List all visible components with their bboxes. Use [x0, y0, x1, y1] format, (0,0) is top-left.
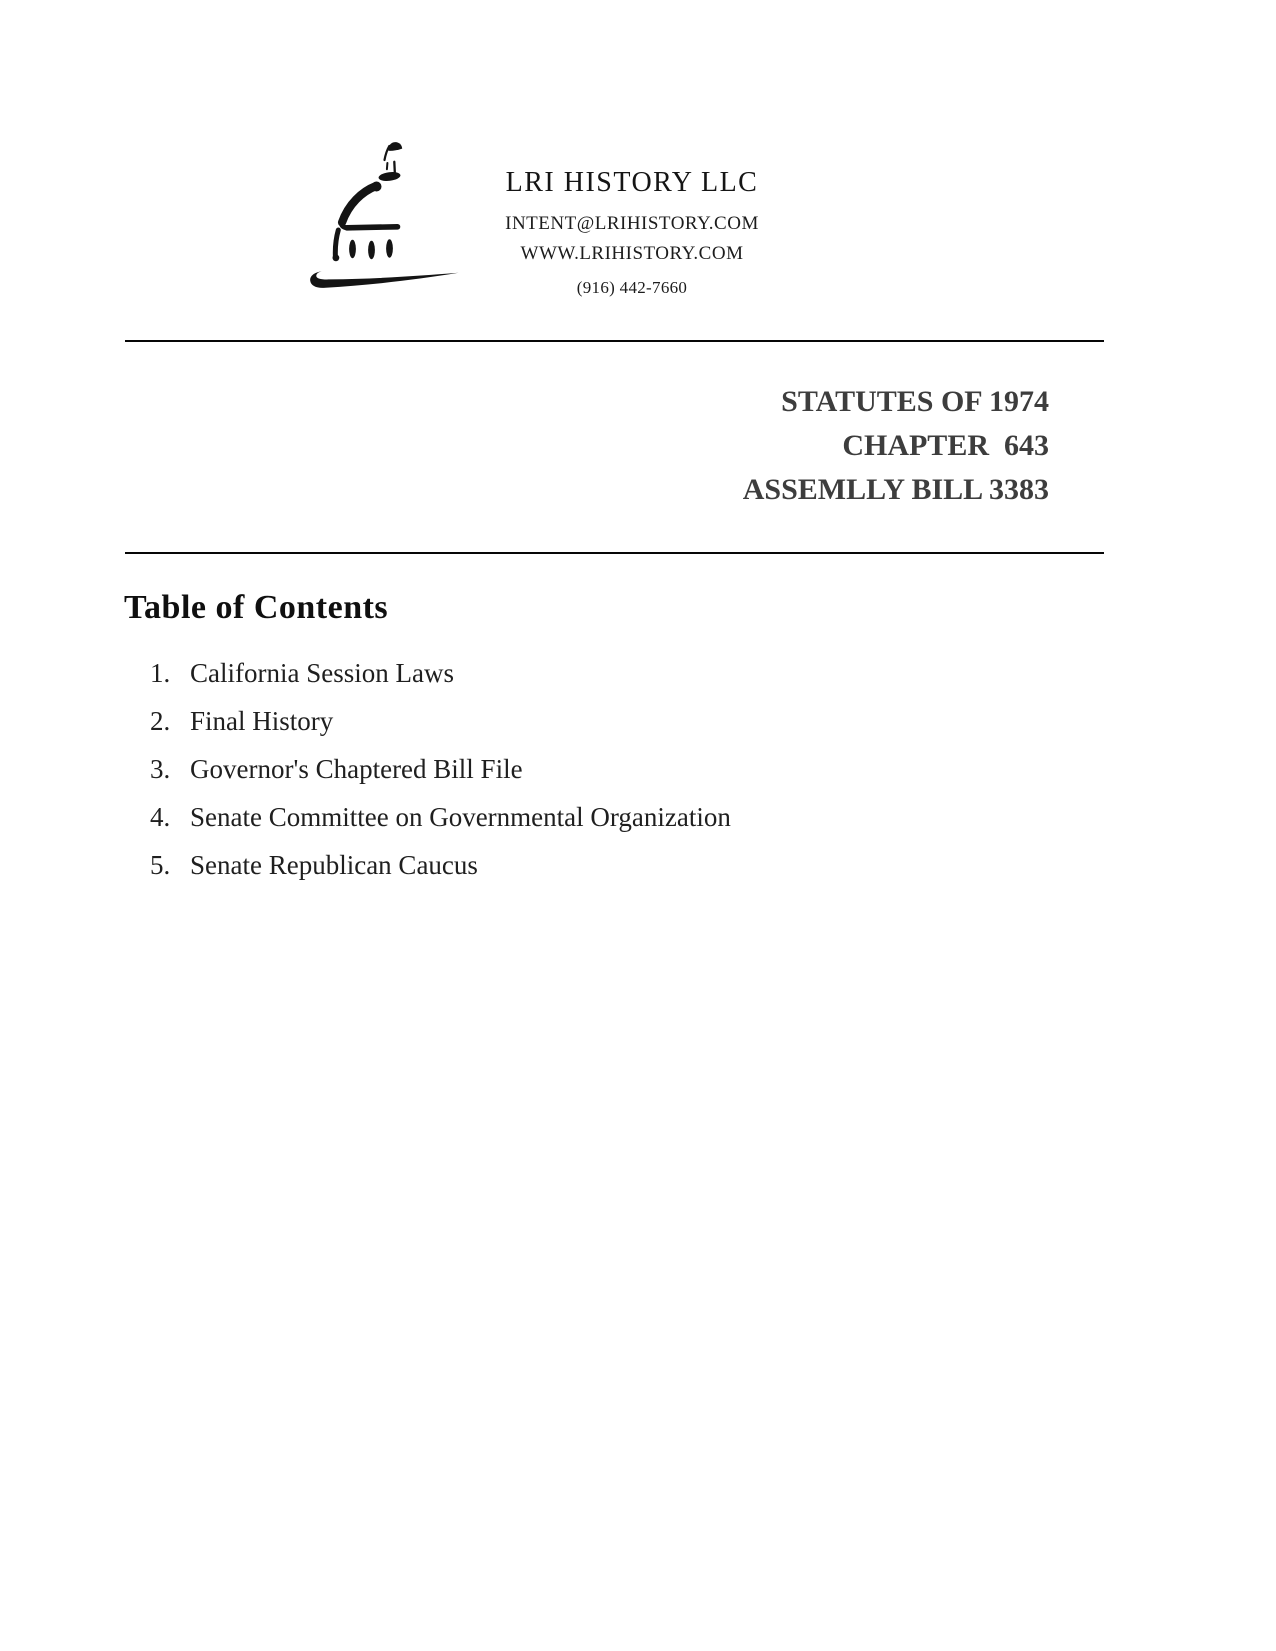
toc-item — [150, 704, 731, 752]
company-phone: (916) 442-7660 — [576, 278, 688, 297]
toc-list — [150, 656, 731, 896]
capitol-dome-logo — [290, 125, 465, 300]
toc-item — [150, 800, 731, 848]
letterhead — [451, 168, 813, 299]
toc-item — [150, 752, 731, 800]
chapter-line: CHAPTER 643 — [842, 429, 1049, 462]
toc-item — [150, 656, 731, 704]
statutes-year-line: STATUTES OF 1974 — [781, 385, 1049, 418]
horizontal-rule-bottom — [125, 552, 1104, 554]
toc-item — [150, 848, 731, 896]
toc-item-number: 5. — [150, 850, 171, 880]
assembly-bill-line: ASSEMLLY BILL 3383 — [742, 473, 1049, 506]
toc-item-label: California Session Laws — [190, 658, 454, 688]
company-name: LRI HISTORY LLC — [505, 167, 759, 198]
company-website: WWW.LRIHISTORY.COM — [520, 243, 744, 264]
toc-item-number: 4. — [150, 802, 171, 832]
toc-item-label: Final History — [190, 706, 334, 736]
toc-item-number: 1. — [150, 658, 171, 688]
toc-item-number: 3. — [150, 754, 171, 784]
toc-item-label: Senate Republican Caucus — [190, 850, 478, 880]
company-email: INTENT@LRIHISTORY.COM — [505, 213, 759, 234]
toc-item-label: Governor's Chaptered Bill File — [190, 754, 523, 784]
toc-item-number: 2. — [150, 706, 171, 736]
horizontal-rule-top — [125, 340, 1104, 342]
toc-item-label: Senate Committee on Governmental Organization — [190, 802, 731, 832]
statute-title-block — [743, 380, 1049, 512]
toc-heading: Table of Contents — [124, 589, 389, 626]
